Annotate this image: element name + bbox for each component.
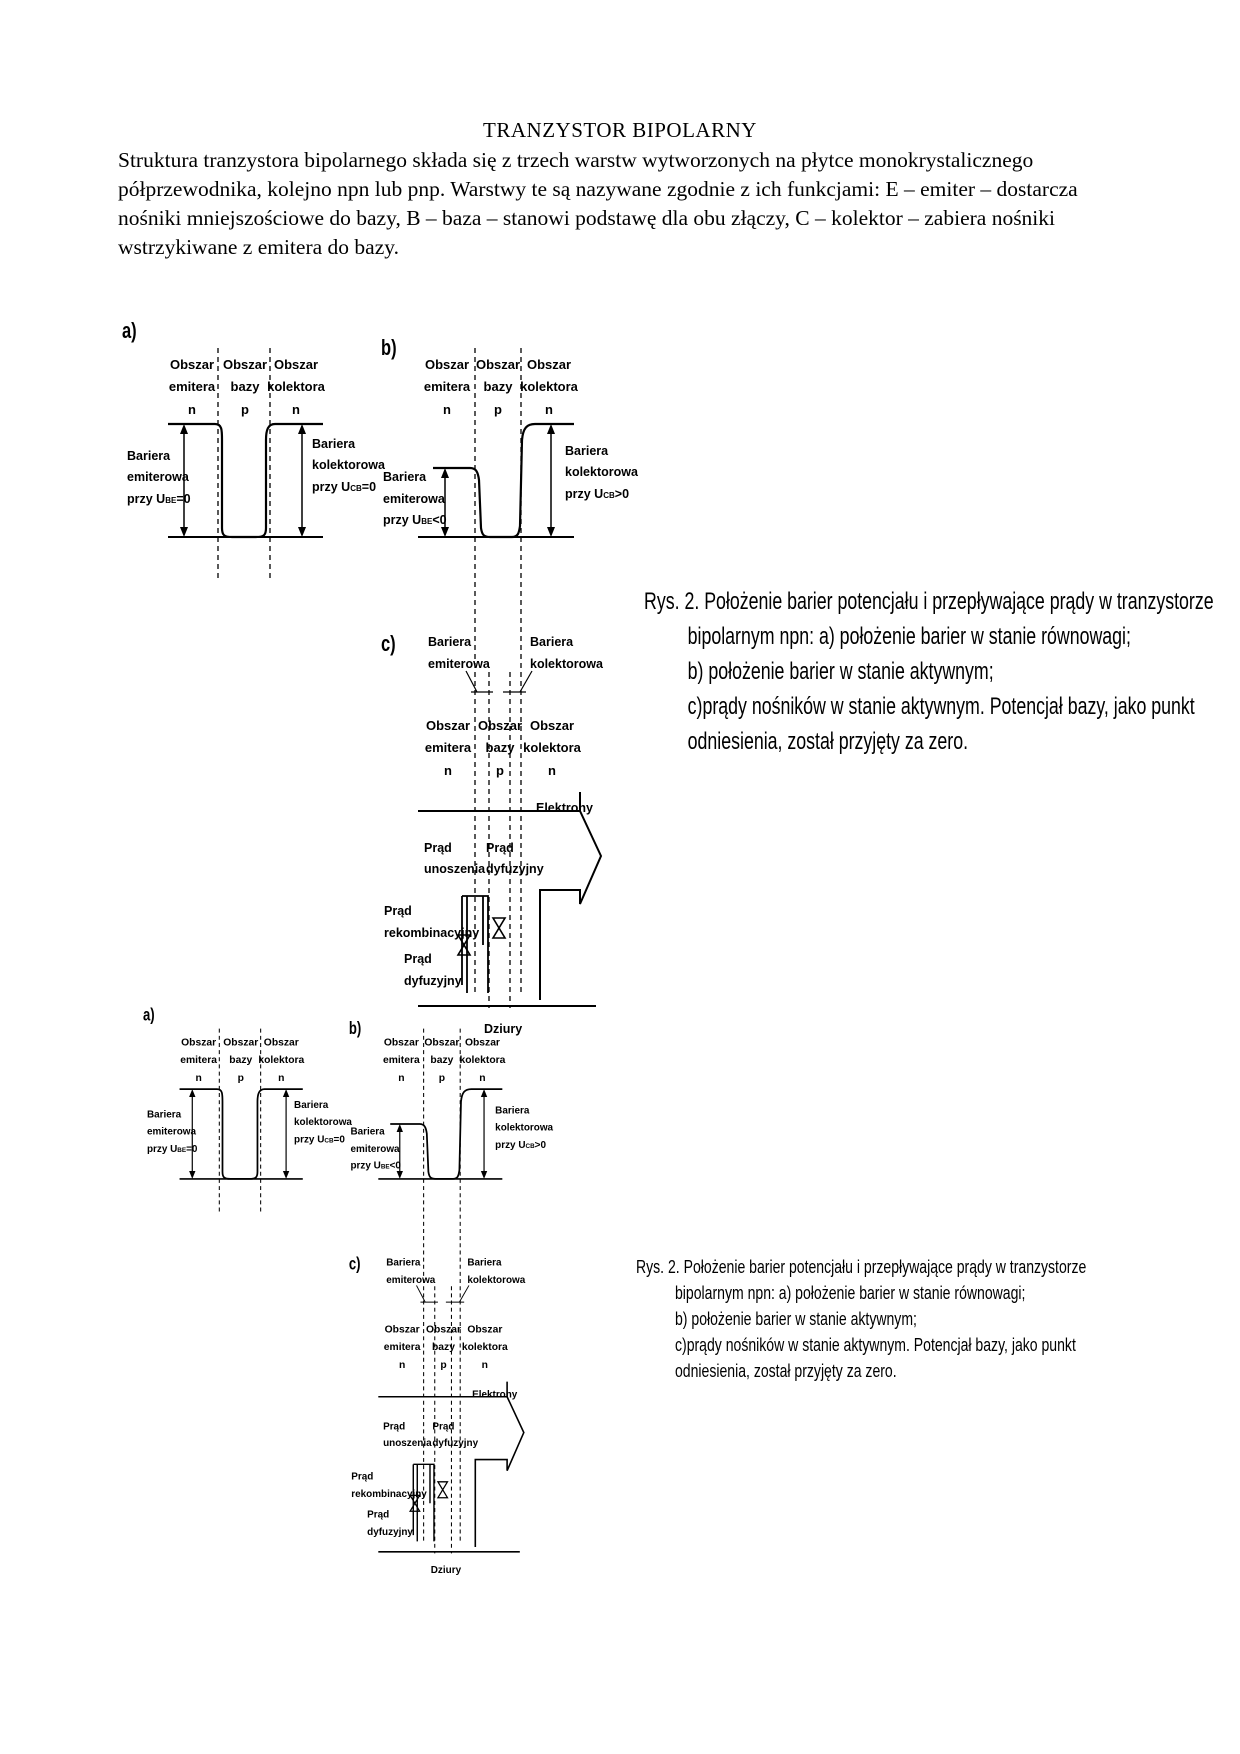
caption-line-1: Rys. 2. Położenie barier potencjału i przepływające prądy w tranzystorze (644, 588, 1214, 615)
figure-caption-upper (644, 584, 1214, 759)
figure-upper (122, 319, 639, 1036)
figure-lower (143, 1006, 554, 1576)
caption-line-5: odniesienia, został przyjęty za zero. (687, 728, 969, 755)
caption-line-4: c)prądy nośników w stanie aktywnym. Potencjał bazy, jako punkt (687, 693, 1195, 720)
caption-line-5: odniesienia, został przyjęty za zero. (675, 1361, 897, 1381)
intro-paragraph: Struktura tranzystora bipolarnego składa się z trzech warstw wytworzonych na płytce monokrystalicznego półprzewodnika, kolejno npn lub pnp. Warstwy te są nazywane zgodnie z ich funkcjami: E – emiter – dostarcza nośniki mniejszościowe do bazy, B – baza – stanowi podstawę dla obu złączy, C – kolektor – zabiera nośniki wstrzykiwane z emitera do bazy. (118, 148, 1078, 259)
document-title: TRANZYSTOR BIPOLARNY (483, 118, 757, 142)
figure-caption-lower (636, 1254, 1086, 1384)
caption-line-3: b) położenie barier w stanie aktywnym; (687, 658, 994, 685)
caption-line-1: Rys. 2. Położenie barier potencjału i przepływające prądy w tranzystorze (636, 1257, 1087, 1277)
caption-line-2: bipolarnym npn: a) położenie barier w stanie równowagi; (675, 1283, 1026, 1303)
caption-line-2: bipolarnym npn: a) położenie barier w stanie równowagi; (687, 623, 1131, 650)
caption-line-4: c)prądy nośników w stanie aktywnym. Potencjał bazy, jako punkt (675, 1335, 1076, 1355)
caption-line-3: b) położenie barier w stanie aktywnym; (675, 1309, 917, 1329)
